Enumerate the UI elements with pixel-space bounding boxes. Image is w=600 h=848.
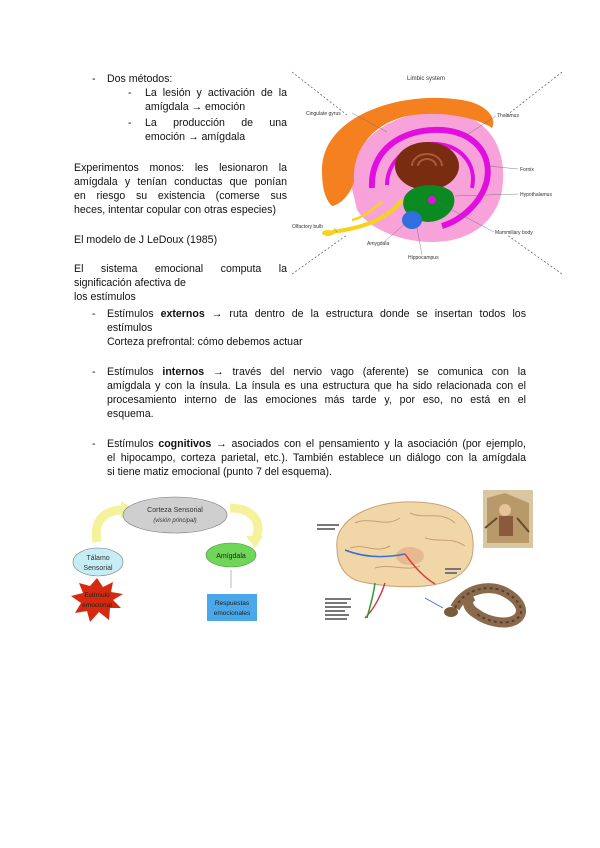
brain-snake-illustration — [315, 488, 541, 628]
cortex-label-2: (visión principal) — [153, 518, 197, 524]
ledoux-title: El modelo de J LeDoux (1985) — [74, 234, 218, 246]
responses-label-2: emocionales — [213, 610, 251, 617]
hippocampus-shape — [402, 211, 422, 229]
cognitive-line2: el hipocampo, corteza parietal, etc.). También establece un diálogo con la amígdala — [107, 452, 526, 464]
methods-title: Dos métodos: — [107, 73, 173, 85]
label-cingulate: Cingulate gyrus — [306, 111, 341, 117]
sub-dash-2: - — [128, 117, 132, 129]
monos-line3: en riesgo su existencia (comerse sus — [74, 190, 287, 202]
internal-line4: esquema. — [107, 408, 154, 420]
label-mammillary: Mammillary body — [495, 230, 533, 236]
sistema-line1: El sistema emocional computa la — [74, 263, 287, 275]
thalamus-label-1: Tálamo — [86, 555, 110, 562]
limbic-system-figure — [292, 70, 562, 276]
cognitive-line3: si tiene matiz emocional (punto 7 del esquema). — [107, 466, 332, 478]
bullet-dash-cognitive: - — [92, 438, 96, 450]
bullet-dash-external: - — [92, 308, 96, 320]
monos-line2: amígdala y tenían conductas que ponían — [74, 176, 287, 188]
thalamus-shape — [395, 142, 459, 190]
stimulus-label-2: emocional — [82, 602, 112, 609]
label-hypothalamus: Hypothalamus — [520, 192, 552, 198]
thalamus-label-2: Sensorial — [83, 565, 113, 572]
internal-line3: procesamiento interno de las emociones más tarde y, por eso, no está en el — [107, 394, 526, 406]
limbic-title: Limbic system — [407, 76, 446, 82]
ledoux-flow-diagram — [65, 490, 290, 630]
label-hippocampus: Hippocampus — [408, 255, 439, 261]
sub1-line2: amígdala → emoción — [145, 101, 246, 113]
external-line1: Estímulos externos → ruta dentro de la estructura donde se insertan todos los — [107, 308, 526, 320]
label-amygdala: Amygdala — [367, 241, 390, 247]
methods-dash: - — [92, 73, 96, 85]
external-line3: Corteza prefrontal: cómo debemos actuar — [107, 336, 303, 348]
sistema-line2: significación afectiva de — [74, 277, 186, 289]
label-thalamus: Thalamus — [497, 113, 519, 119]
cognitive-line1: Estímulos cognitivos → asociados con el pensamiento y la asociación (por ejemplo, — [107, 438, 527, 450]
sub2-line1: La producción de una — [145, 117, 287, 129]
monos-line4: heces, intentar copular con otras especies) — [74, 204, 276, 216]
sub1-line1: La lesión y activación de la — [145, 87, 287, 99]
sub2-line2: emoción → amígdala — [145, 131, 246, 143]
internal-line2: amígdala y con la ínsula. La ínsula es una estructura que ha sido relacionada con el — [107, 380, 526, 392]
arrow-cortex-to-amygdala — [230, 508, 258, 540]
bullet-dash-internal: - — [92, 366, 96, 378]
label-fornix: Fornix — [520, 167, 534, 173]
cortex-bubble — [123, 497, 227, 533]
stimulus-star — [71, 578, 123, 622]
brain-shape — [337, 502, 473, 587]
sub-dash-1: - — [128, 87, 132, 99]
sistema-line3: los estímulos — [74, 291, 136, 303]
label-olfactory: Olfactory bulb — [292, 224, 323, 230]
arrow-thalamus-to-cortex — [96, 510, 123, 542]
amygdala-label: Amígdala — [216, 553, 246, 560]
responses-label-1: Respuestas — [214, 600, 250, 607]
internal-line1: Estímulos internos → través del nervio vago (aferente) se comunica con la — [107, 366, 526, 378]
monos-line1: Experimentos monos: les lesionaron la — [74, 162, 287, 174]
cortex-label-1: Corteza Sensorial — [147, 507, 203, 514]
stimulus-label-1: Estímulo — [84, 592, 110, 599]
external-line2: estímulos — [107, 322, 153, 334]
